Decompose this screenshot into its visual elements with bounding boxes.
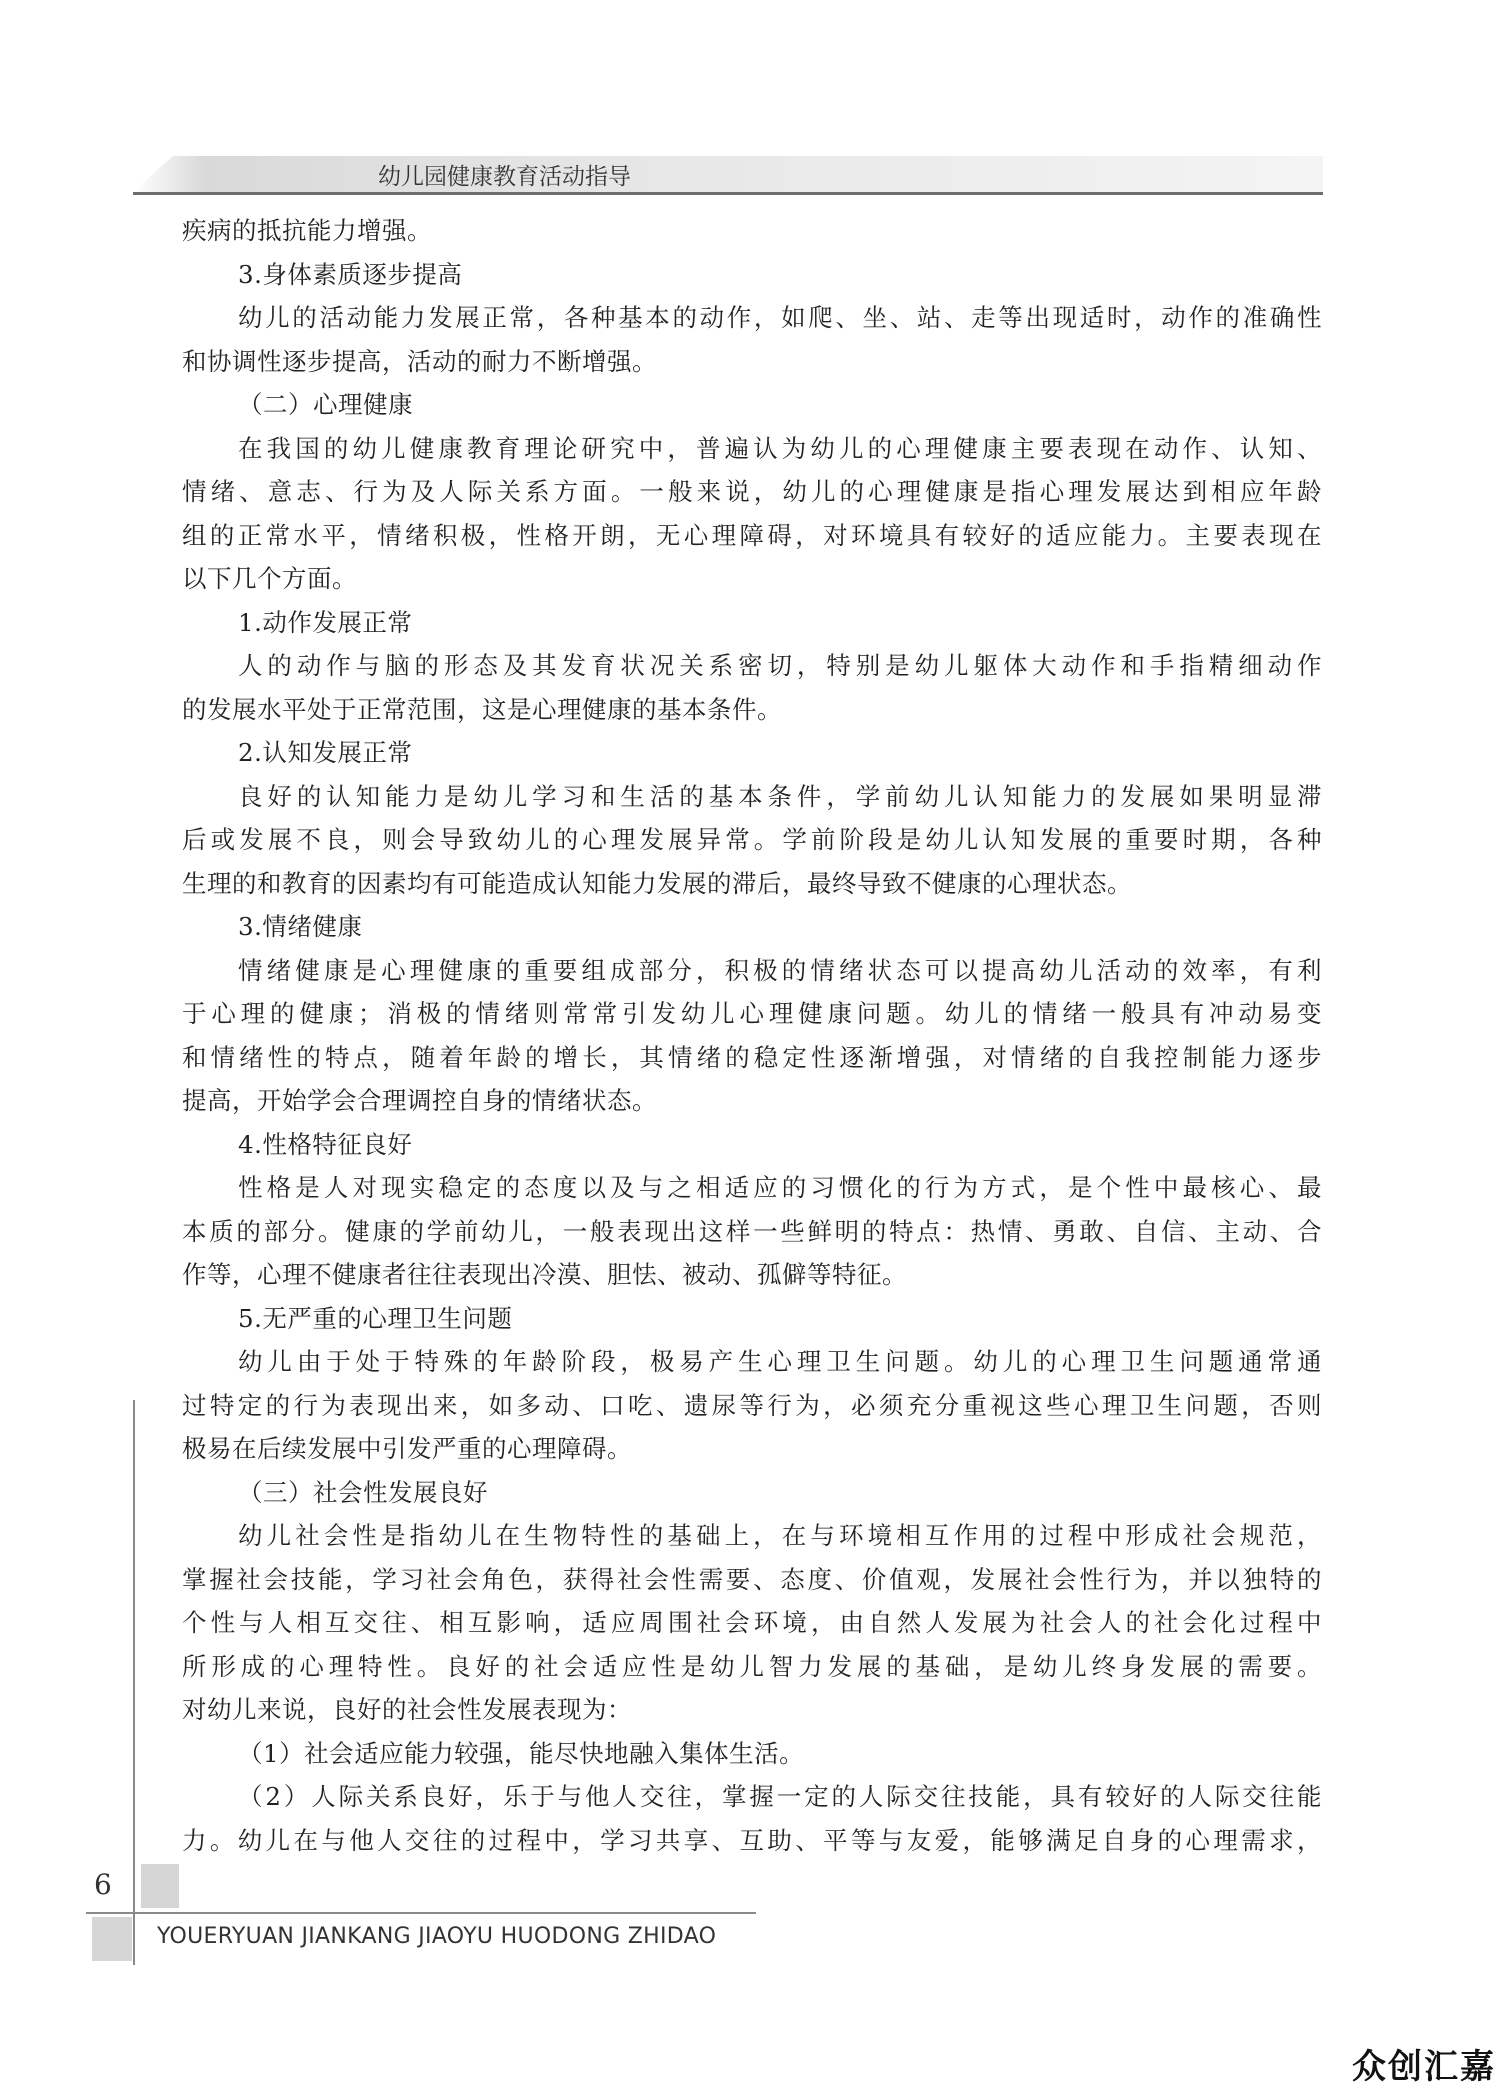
watermark-logo: 众创汇嘉 — [1352, 2047, 1496, 2087]
subsection-heading: 1.动作发展正常 — [238, 607, 413, 637]
text-line: 本质的部分。健康的学前幼儿，一般表现出这样一些鲜明的特点：热情、勇敢、自信、主动、合 — [182, 1216, 1322, 1246]
subsection-heading: 5.无严重的心理卫生问题 — [238, 1303, 513, 1333]
text-line: 作等，心理不健康者往往表现出冷漠、胆怯、被动、孤僻等特征。 — [182, 1260, 907, 1289]
list-item: （1）社会适应能力较强，能尽快地融入集体生活。 — [238, 1738, 805, 1768]
text-line: 幼儿社会性是指幼儿在生物特性的基础上，在与环境相互作用的过程中形成社会规范， — [238, 1521, 1322, 1550]
page-number-box — [141, 1864, 179, 1908]
text-line: 疾病的抵抗能力增强。 — [182, 216, 432, 245]
text-line: 力。幼儿在与他人交往的过程中，学习共享、互助、平等与友爱，能够满足自身的心理需求， — [182, 1825, 1322, 1855]
text-line: 个性与人相互交往、相互影响，适应周围社会环境，由自然人发展为社会人的社会化过程中 — [182, 1608, 1322, 1637]
footer-rule — [86, 1912, 756, 1914]
text-line: 幼儿由于处于特殊的年龄阶段，极易产生心理卫生问题。幼儿的心理卫生问题通常通 — [238, 1347, 1322, 1376]
subsection-heading: 4.性格特征良好 — [238, 1129, 413, 1159]
header-rule — [133, 192, 1323, 195]
footer-box — [92, 1917, 132, 1961]
text-line: 生理的和教育的因素均有可能造成认知能力发展的滞后，最终导致不健康的心理状态。 — [182, 868, 1132, 898]
text-line: 极易在后续发展中引发严重的心理障碍。 — [182, 1434, 632, 1463]
text-line: 提高，开始学会合理调控自身的情绪状态。 — [182, 1086, 657, 1115]
running-footer-title: YOUERYUAN JIANKANG JIAOYU HUODONG ZHIDAO — [157, 1924, 717, 1949]
header-band — [133, 156, 1323, 192]
body-text — [182, 209, 1322, 1862]
section-heading: （二）心理健康 — [238, 390, 413, 419]
text-line: 情绪、意志、行为及人际关系方面。一般来说，幼儿的心理健康是指心理发展达到相应年龄 — [182, 477, 1322, 506]
running-header-title: 幼儿园健康教育活动指导 — [378, 164, 631, 190]
text-line: 的发展水平处于正常范围，这是心理健康的基本条件。 — [182, 694, 782, 724]
text-line: 掌握社会技能，学习社会角色，获得社会性需要、态度、价值观，发展社会性行为，并以独特的 — [182, 1564, 1322, 1594]
text-line: 对幼儿来说，良好的社会性发展表现为： — [182, 1695, 632, 1724]
list-item: （2）人际关系良好，乐于与他人交往，掌握一定的人际交往技能，具有较好的人际交往能 — [238, 1782, 1322, 1811]
subsection-heading: 3.身体素质逐步提高 — [238, 259, 463, 289]
text-line: 以下几个方面。 — [182, 564, 357, 593]
subsection-heading: 2.认知发展正常 — [238, 738, 413, 767]
section-heading: （三）社会性发展良好 — [238, 1477, 488, 1507]
text-line: 性格是人对现实稳定的态度以及与之相适应的习惯化的行为方式，是个性中最核心、最 — [238, 1173, 1322, 1202]
text-line: 组的正常水平，情绪积极，性格开朗，无心理障碍，对环境具有较好的适应能力。主要表现在 — [182, 520, 1322, 550]
text-line: 在我国的幼儿健康教育理论研究中，普遍认为幼儿的心理健康主要表现在动作、认知、 — [238, 433, 1322, 463]
text-line: 幼儿的活动能力发展正常，各种基本的动作，如爬、坐、站、走等出现适时，动作的准确性 — [238, 303, 1322, 332]
page-number: 6 — [94, 1868, 112, 1901]
subsection-heading: 3.情绪健康 — [238, 912, 363, 941]
text-line: 过特定的行为表现出来，如多动、口吃、遗尿等行为，必须充分重视这些心理卫生问题，否则 — [182, 1390, 1322, 1420]
text-line: 后或发展不良，则会导致幼儿的心理发展异常。学前阶段是幼儿认知发展的重要时期，各种 — [182, 825, 1322, 854]
margin-rule — [133, 1400, 135, 1965]
text-line: 于心理的健康；消极的情绪则常常引发幼儿心理健康问题。幼儿的情绪一般具有冲动易变 — [182, 999, 1322, 1028]
text-line: 和协调性逐步提高，活动的耐力不断增强。 — [182, 346, 657, 376]
text-line: 良好的认知能力是幼儿学习和生活的基本条件，学前幼儿认知能力的发展如果明显滞 — [238, 781, 1322, 811]
text-line: 所形成的心理特性。良好的社会适应性是幼儿智力发展的基础，是幼儿终身发展的需要。 — [182, 1651, 1322, 1681]
text-line: 情绪健康是心理健康的重要组成部分，积极的情绪状态可以提高幼儿活动的效率，有利 — [238, 955, 1322, 985]
text-line: 和情绪性的特点，随着年龄的增长，其情绪的稳定性逐渐增强，对情绪的自我控制能力逐步 — [182, 1042, 1322, 1072]
text-line: 人的动作与脑的形态及其发育状况关系密切，特别是幼儿躯体大动作和手指精细动作 — [238, 651, 1322, 680]
